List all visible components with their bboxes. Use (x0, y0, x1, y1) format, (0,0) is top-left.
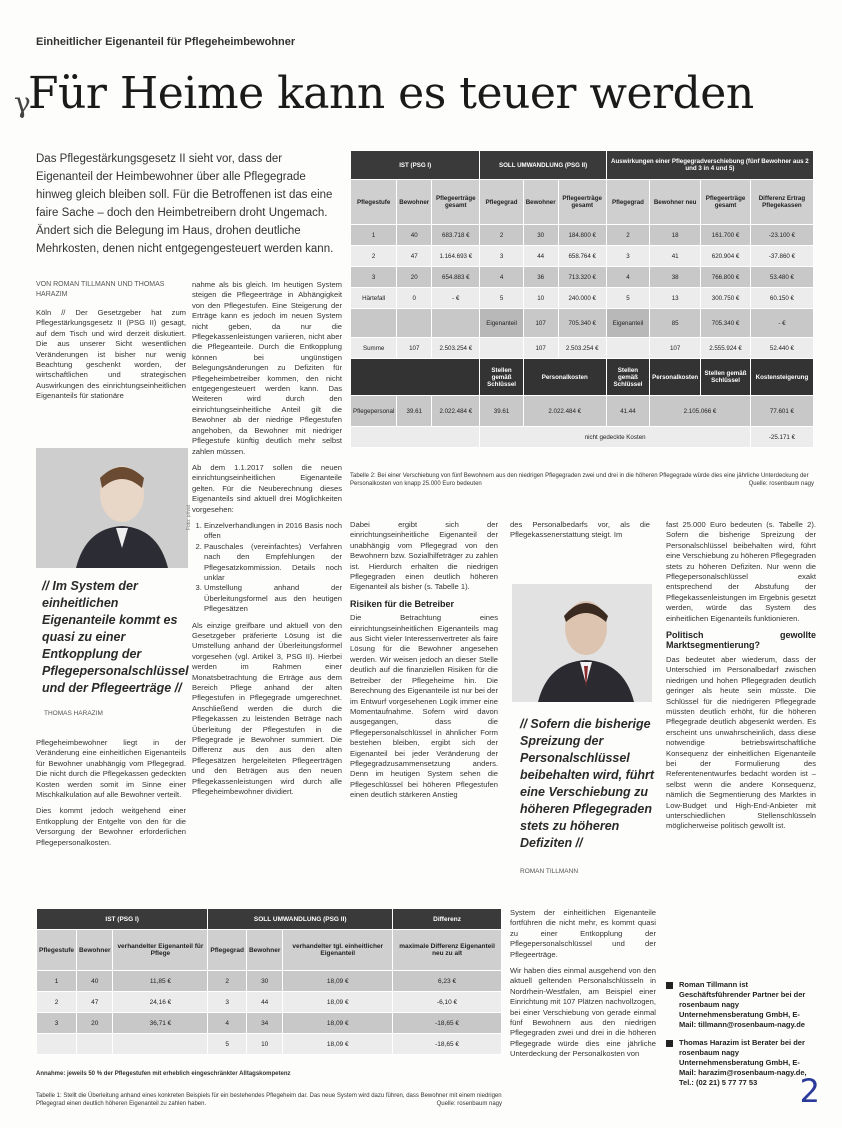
cell: 77.601 € (750, 396, 813, 427)
bullet-square-icon (666, 982, 673, 989)
cell: 10 (246, 1034, 282, 1055)
cell: 3 (37, 1013, 77, 1034)
column-header: Stellen gemäß Schlüssel (701, 359, 751, 396)
cell: Eigenanteil (480, 309, 523, 338)
column-header: Stellen gemäß Schlüssel (606, 359, 649, 396)
cell: 240.000 € (558, 288, 606, 309)
options-list (192, 521, 342, 615)
cell: 85 (650, 309, 701, 338)
cell: 24,16 € (113, 992, 208, 1013)
cell: 3 (351, 267, 397, 288)
column-header: Personalkosten (650, 359, 701, 396)
cell: 18 (650, 225, 701, 246)
article-column-1-cont (36, 738, 186, 896)
column-header: Pflegegrad (606, 180, 649, 225)
cell: 620.904 € (701, 246, 751, 267)
cell: 5 (480, 288, 523, 309)
cell: 40 (397, 225, 432, 246)
author-photo-tillmann (512, 584, 652, 702)
table-row (351, 396, 814, 427)
cell: 44 (523, 246, 558, 267)
cell: 30 (246, 971, 282, 992)
column-header: Stellen gemäß Schlüssel (480, 359, 523, 396)
cell: 18,09 € (283, 971, 393, 992)
column-header: Pflegeerträge gesamt (558, 180, 606, 225)
row-label: Pflegepersonal (351, 396, 397, 427)
paragraph: System der einheitlichen Eigenanteile fortführen die nicht mehr, es kommt quasi zu einer Entkopplung der Pflegepersonalschlüssel und der Pflegeerträge. (510, 908, 656, 959)
cell: 107 (523, 338, 558, 359)
cell: - € (432, 288, 480, 309)
column-header: Pflegeerträge gesamt (701, 180, 751, 225)
cell: 36,71 € (113, 1013, 208, 1034)
cell: 2.503.254 € (558, 338, 606, 359)
paragraph: Als einzige greifbare und aktuell von den Gesetzgeber präferierte Lösung ist die Umstellung anhand der Überleitungsformel vorgesehen (vgl. Artikel 3, PSG II). Hierbei werden im Rahmen einer Monatsbetrachtung die Erträge aus dem Bereich Pflege anhand der alten Pflegestufen in Pflegegrade umgerechnet. Anschließend werden die durch die Pflegekassen zu leistenden Beträge nach Überleitung der Pflegestufen in die Pflegegrade je Bewohner summiert. Die Differenz aus den aus den alten Pflegesätzen hergeleiteten Pflegeerträgen und den Beträgen aus den neuen Pflegekassenleistungen wird durch alle Pflegeheimbewohner dividiert. (192, 620, 342, 797)
cell: 658.764 € (558, 246, 606, 267)
article-column-3-cont (510, 908, 656, 1118)
photo-credit: Foto: privat (186, 504, 192, 530)
column-header: Kostensteigerung (750, 359, 813, 396)
pull-quote-2: // Sofern die bisherige Spreizung der Personalschlüssel beibehalten wird, führt eine Verschiebung zu höheren Pflegegraden stets zu höheren Defiziten // (520, 717, 655, 850)
list-item: 3. Umstellung anhand der Überleitungsformel aus den heutigen Pflegesätzen (204, 583, 342, 614)
list-item: 1. Einzelverhandlungen in 2016 Basis noch offen (204, 521, 342, 542)
table-row (351, 309, 814, 338)
table-row (351, 338, 814, 359)
cell: 654.883 € (432, 267, 480, 288)
paragraph: fast 25.000 Euro bedeuten (s. Tabelle 2). Sofern die bisherige Spreizung der Personalschlüssel beibehalten wird, führt eine Verschiebung zu höheren Pflegegraden stets zu höheren Defiziten. Nur wenn die Pflegepersonalschlüssel exakt entsprechend der Abstufung der Pflegekassenleistungen im Ergebnis gesetzt werden, würde das System des einheitlichen Eigenanteils funktionieren. (666, 520, 816, 623)
cell: 2.555.924 € (701, 338, 751, 359)
author-photo-harazim (36, 448, 188, 568)
table-caption (350, 472, 814, 488)
cell (113, 1034, 208, 1055)
cell: 2.503.254 € (432, 338, 480, 359)
table-2-belegung (350, 150, 814, 448)
section-heading: Politisch gewollte Marktsegmentierung? (666, 630, 816, 651)
page-number: 2 (799, 1072, 820, 1110)
cell: 41 (650, 246, 701, 267)
bio-text: Roman Tillmann ist Geschäftsführender Partner bei der rosenbaum nagy Unternehmensberatung GmbH, E-Mail: tillmann@rosenbaum-nagy.de (679, 980, 806, 1029)
column-header: verhandelter Eigenanteil für Pflege (113, 930, 208, 971)
article-column-3b (510, 520, 650, 550)
paragraph: Köln // Der Gesetzgeber hat zum Pflegestärkungsgesetz II (PSG II) gesagt, auf dem Tisch und wird derzeit diskutiert. Die aus unserer Sicht wesentlichen Veränderungen ist bisher nur wenig Beachtung geschenkt worden, der wirtschaftlichen und strategischen Auswirkungen des einrichtungseinheitlichen Eigenanteils für stationäre (36, 308, 186, 401)
cell: 705.340 € (701, 309, 751, 338)
table-row (351, 288, 814, 309)
cell: 18,09 € (283, 1013, 393, 1034)
bio-item (666, 980, 816, 1030)
paragraph: Dabei ergibt sich der einrichtungseinheitliche Eigenanteil der unabhängig vom Pflegegrad von den Bewohnern bzw. Sozialhilfeträger zu zahlen ist. Hierdurch erhalten die niedrigen Pflegegraden einen deutlich höheren Eigenanteil als bisher (s. Tabelle 1). (350, 520, 498, 592)
cell: 20 (397, 267, 432, 288)
cell: 2.022.484 € (432, 396, 480, 427)
column-header: Bewohner (397, 180, 432, 225)
cell: 184.800 € (558, 225, 606, 246)
cell: 4 (208, 1013, 247, 1034)
cell: 3 (606, 246, 649, 267)
byline: VON ROMAN TILLMANN UND THOMAS HARAZIM (36, 281, 165, 298)
cell: 53.480 € (750, 267, 813, 288)
column-header: Bewohner neu (650, 180, 701, 225)
column-header: Pflegegrad (208, 930, 247, 971)
group-header: SOLL UMWANDLUNG (PSG II) (480, 151, 606, 180)
cell: -18,65 € (393, 1034, 502, 1055)
cell: 30 (523, 225, 558, 246)
cell: 20 (77, 1013, 113, 1034)
article-column-2 (192, 280, 342, 896)
kicker: Einheitlicher Eigenanteil für Pflegeheimbewohner (36, 36, 296, 48)
article-column-4 (666, 520, 816, 960)
table-row (351, 225, 814, 246)
cell: Härtefall (351, 288, 397, 309)
section-heading: Risiken für die Betreiber (350, 598, 455, 609)
cell: 5 (606, 288, 649, 309)
paragraph: Pflegeheimbewohner liegt in der Veränderung eine einheitlichen Eigenanteils für Bewohner unabhängig vom Pflegegrad. Die nicht durch die Pflegekassen gedeckten Kosten werden somit im Sinne einer Mischkalkulation auf alle Bewohner verteilt. (36, 738, 186, 800)
cell: 3 (208, 992, 247, 1013)
group-header: Auswirkungen einer Pflegegradverschiebung (fünf Bewohner aus 2 und 3 in 4 und 5) (606, 151, 813, 180)
column-header: Personalkosten (523, 359, 606, 396)
cell: 2.105.066 € (650, 396, 751, 427)
cell: 47 (77, 992, 113, 1013)
cell: 18,09 € (283, 1034, 393, 1055)
column-header: Pflegeerträge gesamt (432, 180, 480, 225)
paragraph: des Personalbedarfs vor, als die Pflegekassenerstattung steigt. Im (510, 520, 650, 540)
source-text: Quelle: rosenbaum nagy (436, 1101, 502, 1107)
paragraph: nahme als bis gleich. Im heutigen System steigen die Pflegeerträge in Abhängigkeit von den Pflegestufen. Eine Steigerung der Erträge kann es jedoch im neuen System nicht geben, da nur die Pflegekassenleistungen variieren, nicht aber die Pflegeanteile. Durch die Entkopplung können bei ungünstigen Belegungsänderungen zu Defiziten für Pflegeheimbetreiber kommen, den nicht entgegengesteuert werden kann. Das Weiteren wird durch den einrichtungseinheitliche Anteil gilt die Bewohner ab der niedrige Pflegestufen angehoben, da Bewohner mit niedriger Pflegestufe künftig deutlich mehr selbst zahlen müssen. (192, 280, 342, 456)
cell: 0 (397, 288, 432, 309)
cell: 60.150 € (750, 288, 813, 309)
quote-author-1: THOMAS HARAZIM (44, 710, 103, 717)
bio-item (666, 1038, 816, 1088)
group-header: IST (PSG I) (351, 151, 480, 180)
table-row (37, 1034, 502, 1055)
cell (432, 309, 480, 338)
table-row (37, 1013, 502, 1034)
cell: 18,09 € (283, 992, 393, 1013)
cell: 36 (523, 267, 558, 288)
cell: 38 (650, 267, 701, 288)
cell: 713.320 € (558, 267, 606, 288)
cell: 4 (480, 267, 523, 288)
column-header: Bewohner (523, 180, 558, 225)
table-1-eigenanteil (36, 908, 502, 1055)
cell (397, 309, 432, 338)
cell: 107 (397, 338, 432, 359)
cell: -18,65 € (393, 1013, 502, 1034)
cell (77, 1034, 113, 1055)
cell: 161.700 € (701, 225, 751, 246)
cell: 705.340 € (558, 309, 606, 338)
row-label: nicht gedeckte Kosten (480, 427, 750, 448)
cell: 52.440 € (750, 338, 813, 359)
list-item: 2. Pauschales (vereinfachtes) Verfahren nach den Empfehlungen der Pflegesatzkommission. Details noch unklar (204, 542, 342, 584)
group-header: Differenz (393, 909, 502, 930)
headline: Für Heime kann es teuer werden (28, 68, 754, 119)
bullet-square-icon (666, 1040, 673, 1047)
author-bios (666, 980, 816, 1096)
cell: 107 (523, 309, 558, 338)
table-row (37, 992, 502, 1013)
cell: 11,85 € (113, 971, 208, 992)
cell: 2 (606, 225, 649, 246)
cell: 34 (246, 1013, 282, 1034)
cell (351, 427, 480, 448)
cell: 1 (351, 225, 397, 246)
pull-quote-1: // Im System der einheitlichen Eigenanteile kommt es quasi zu einer Entkopplung der Pflegepersonalschlüssel und der Pflegeerträge // (42, 579, 189, 695)
cell: 44 (246, 992, 282, 1013)
table-caption (36, 1092, 502, 1108)
bio-text: Thomas Harazim ist Berater bei der rosenbaum nagy Unternehmensberatung GmbH, E-Mail: harazim@rosenbaum-nagy.de, Tel.: (02 21) 5 77 77 53 (679, 1038, 807, 1087)
article-column-3 (350, 520, 498, 892)
cell: 2 (480, 225, 523, 246)
cell: 1.164.693 € (432, 246, 480, 267)
cell: -25.171 € (750, 427, 813, 448)
handwritten-mark: γ (14, 86, 31, 119)
cell: 683.718 € (432, 225, 480, 246)
article-column-1 (36, 308, 186, 440)
table-row (351, 267, 814, 288)
cell: 47 (397, 246, 432, 267)
cell: 2 (351, 246, 397, 267)
cell: 766.800 € (701, 267, 751, 288)
quote-author-2: ROMAN TILLMANN (520, 868, 579, 875)
table-row (351, 427, 814, 448)
cell: 39.61 (397, 396, 432, 427)
cell: 10 (523, 288, 558, 309)
column-header: Differenz Ertrag Pflegekassen (750, 180, 813, 225)
column-header: Bewohner (77, 930, 113, 971)
cell (351, 309, 397, 338)
cell (606, 338, 649, 359)
cell: 3 (480, 246, 523, 267)
column-header: Pflegegrad (480, 180, 523, 225)
table-row (37, 971, 502, 992)
table-note: Annahme: jeweils 50 % der Pflegestufen mit erheblich eingeschränkter Alltagskompetenz (36, 1071, 291, 1077)
cell: -6,10 € (393, 992, 502, 1013)
paragraph: Die Betrachtung eines einrichtungseinheitlichen Eigenanteils mag aus Sicht vieler Interessenvertreter als faire Lösung für die Bewohner angesehen werden. Wir weisen jedoch an dieser Stelle deutlich auf die finanziellen Risiken für die Betreiber der Pflegeheime hin. Die Berechnung des Eigenanteile ist nur bei der im Entwurf vorgesehenen Logik immer eine Momentaufnahme. Sofern wird davon ausgegangen, dass die Pflegepersonalschlüssel in ähnlicher Form bestehen bleiben, ergibt sich der Eigenanteil bei jeder Veränderung der Pflegegradzusammensetzung anders. Denn im heutigen System sehen die Pflegeschlüssel bei höheren Pflegestufen einen deutlich stärkeren Anstieg (350, 613, 498, 800)
table-row (351, 246, 814, 267)
source-text: Quelle: rosenbaum nagy (748, 481, 814, 487)
caption-text: Tabelle 2: Bei einer Verschiebung von fünf Bewohnern aus den niedrigen Pflegegraden zwei und drei in die höheren Pflegegrade würde dies eine jährliche Unterdeckung der Personalkosten von knapp 25.000 Euro bedeuten (350, 473, 809, 487)
cell: 300.750 € (701, 288, 751, 309)
cell: 4 (606, 267, 649, 288)
cell: -23.100 € (750, 225, 813, 246)
paragraph: Das bedeutet aber wiederum, dass der Unterschied im Personalbedarf zwischen niedrigen und hohen Pflegegraden deutlich geringer als heute sein müsste. Die Schlüssel für die niedrigeren Pflegegrade müssten deutlich erhöht, für die höheren Pflegegrade deutlich abgesenkt werden. Es erscheint uns unwahrscheinlich, dass diese notwendige betriebswirtschaftliche Konsequenz der einheitlichen Eigenanteile bei der Formulierung des Referentenentwurfes bedacht worden ist – selbst wenn die andere Konsequenz, nämlich die Segmentierung des Marktes in Low-Budget und High-End-Anbieter mit unterschiedlichen Stellenschlüsseln möglicherweise politisch gewollt ist. (666, 654, 816, 831)
cell: 13 (650, 288, 701, 309)
group-header: IST (PSG I) (37, 909, 208, 930)
paragraph: Dies kommt jedoch weitgehend einer Entkopplung der Entgelte von den für die Versorgung der Bewohner erforderlichen Pflegepersonalkosten. (36, 806, 186, 847)
paragraph: Ab dem 1.1.2017 sollen die neuen einrichtungseinheitlichen Eigenanteile gelten. Für die Neuberechnung dieses Eigenanteils sind aktuell drei Möglichkeiten vorgesehen: (192, 462, 342, 514)
cell: 6,23 € (393, 971, 502, 992)
cell (351, 359, 480, 396)
column-header: maximale Differenz Eigenanteil neu zu alt (393, 930, 502, 971)
cell: 107 (650, 338, 701, 359)
paragraph: Wir haben dies einmal ausgehend von den aktuell geltenden Personalschlüsseln in Nordrhein-Westfalen, am Beispiel einer Einrichtung mit 107 Plätzen nachvollzogen, bei einer Verschiebung von gerade einmal fünf Bewohnern aus den niedrigen Pflegegraden zwei und drei in die höheren Pflegegrade würde dies eine jährliche Unterdeckung der Personalkosten von (510, 966, 656, 1059)
cell: 41.44 (606, 396, 649, 427)
cell: 2 (37, 992, 77, 1013)
cell: 40 (77, 971, 113, 992)
cell (37, 1034, 77, 1055)
group-header: SOLL UMWANDLUNG (PSG II) (208, 909, 393, 930)
cell: Eigenanteil (606, 309, 649, 338)
column-header: Pflegestufe (351, 180, 397, 225)
lead-paragraph: Das Pflegestärkungsgesetz II sieht vor, dass der Eigenanteil der Heimbewohner über alle Pflegegrade hinweg gleich bleiben soll. Für die Betroffenen ist das eine faire Sache – doch den Heimbetreibern droht Ungemach. Ändert sich die Belegung im Haus, drohen deutliche Mehrkosten, denen nicht entgegengesteuert werden kann. (36, 153, 334, 255)
caption-text: Tabelle 1: Stellt die Überleitung anhand eines konkreten Beispiels für ein bestehendes Pflegeheim dar. Das neue System wird dazu führen, dass Bewohner mit einem niedrigen Pflegegrad einen deutlich höheren Eigenanteil zu zahlen haben. (36, 1093, 502, 1107)
cell: - € (750, 309, 813, 338)
cell: 2.022.484 € (523, 396, 606, 427)
column-header: Pflegestufe (37, 930, 77, 971)
column-header: verhandelter tgl. einheitlicher Eigenanteil (283, 930, 393, 971)
cell: 1 (37, 971, 77, 992)
cell: -37.860 € (750, 246, 813, 267)
cell (480, 338, 523, 359)
cell: 5 (208, 1034, 247, 1055)
cell: 39.61 (480, 396, 523, 427)
cell: Summe (351, 338, 397, 359)
cell: 2 (208, 971, 247, 992)
column-header: Bewohner (246, 930, 282, 971)
